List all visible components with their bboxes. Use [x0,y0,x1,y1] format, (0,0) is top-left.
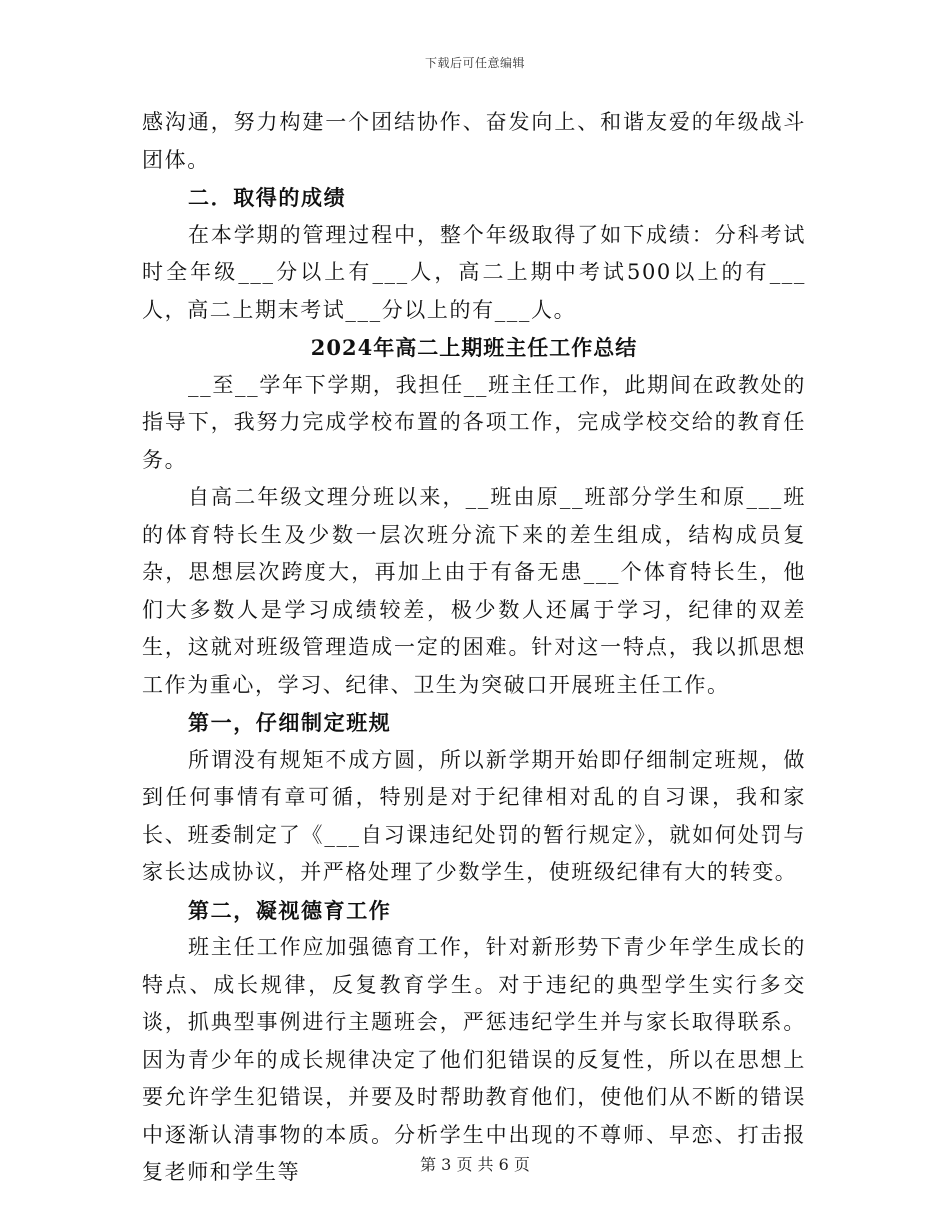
paragraph-class-rules: 所谓没有规矩不成方圆，所以新学期开始即仔细制定班规，做到任何事情有章可循，特别是对于纪律相对乱的自习课，我和家长、班委制定了《___自习课违纪处罚的暂行规定》，就如何处罚与家长达成协议，并严格处理了少数学生，使班级纪律有大的转变。 [142,747,806,884]
paragraph-achievements: 在本学期的管理过程中，整个年级取得了如下成绩：分科考试时全年级___分以上有___人，高二上期中考试500以上的有___人，高二上期末考试___分以上的有___人。 [142,222,806,322]
paragraph-continuation: 感沟通，努力构建一个团结协作、奋发向上、和谐友爱的年级战斗团体。 [142,110,806,172]
paragraph-intro: __至__学年下学期，我担任__班主任工作，此期间在政教处的指导下，我努力完成学校布置的各项工作，完成学校交给的教育任务。 [142,372,806,472]
section-heading-moral-education: 第二，凝视德育工作 [188,897,392,923]
section-heading-achievements: 二．取得的成绩 [188,185,347,210]
paragraph-class-background: 自高二年级文理分班以来，__班由原__班部分学生和原___班的体育特长生及少数一层次班分流下来的差生组成，结构成员复杂，思想层次跨度大，再加上由于有备无患___个体育特长生，他们大多数人是学习成绩较差，极少数人还属于学习，纪律的双差生，这就对班级管理造成一定的困难。针对这一特点，我以抓思想工作为重心，学习、纪律、卫生为突破口开展班主任工作。 [142,485,806,697]
page-footer: 第 3 页 共 6 页 [420,1155,530,1174]
document-title: 2024年高二上期班主任工作总结 [310,335,638,360]
section-heading-class-rules: 第一，仔细制定班规 [188,710,392,735]
paragraph-moral-education: 班主任工作应加强德育工作，针对新形势下青少年学生成长的特点、成长规律，反复教育学生。对于违纪的典型学生实行多交谈，抓典型事例进行主题班会，严惩违纪学生并与家长取得联系。因为青少年的成长规律决定了他们犯错误的反复性，所以在思想上要允许学生犯错误，并要及时帮助教育他们，使他们从不断的错误中逐渐认清事物的本质。分析学生中出现的不尊师、早恋、打击报复老师和学生等 [142,935,806,1184]
page-header: 下载后可任意编辑 [424,56,525,70]
document-body [142,104,806,1192]
